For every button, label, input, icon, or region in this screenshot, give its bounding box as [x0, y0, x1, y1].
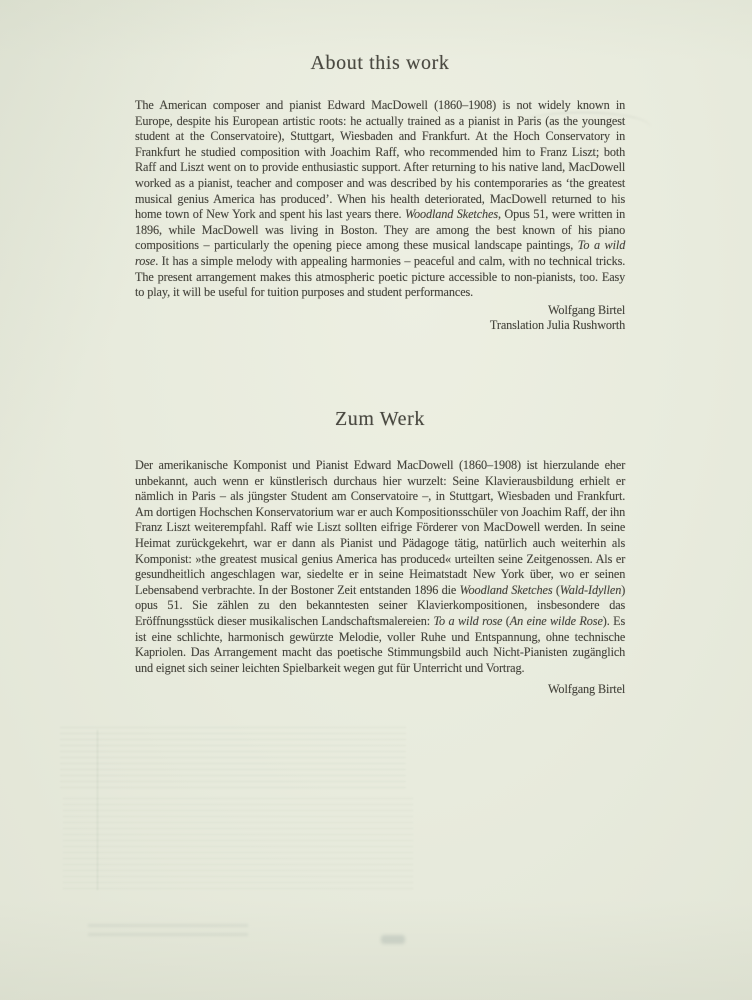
author-signature-german: Wolfgang Birtel: [547, 682, 626, 697]
section-english: [135, 98, 625, 334]
translation-credit: Translation Julia Rushworth: [489, 318, 626, 333]
section-german: [135, 458, 625, 698]
page-showthrough-smudge: [381, 935, 405, 944]
paragraph-english: The American composer and pianist Edward MacDowell (1860–1908) is not widely known in Europe, despite his European artistic roots: he actually trained as a pianist in Paris (as the youngest student at the Conservatoire), Stuttgart, Wiesbaden and Frankfurt. At the Hoch Conservatory in Frankfurt he studied composition with Joachim Raff, who recommended him to Franz Liszt; both Raff and Liszt went on to provide enthusiastic support. After returning to his native land, MacDowell worked as a pianist, teacher and composer and was described by his contemporaries as ‘the greatest musical genius America has produced’. When his health deteriorated, MacDowell returned to his home town of New York and spent his last years there. Woodland Sketches, Opus 51, were written in 1896, while MacDowell was living in Boston. They are among the best known of his piano compositions – particularly the opening piece among these musical landscape paintings, To a wild rose. It has a simple melody with appealing harmonies – peaceful and calm, with no technical tricks. The present arrangement makes this atmospheric poetic picture accessible to non-pianists, too. Easy to play, it will be useful for tuition purposes and student performances.: [135, 98, 626, 300]
page-showthrough-staves-lower: [63, 798, 413, 894]
page-showthrough-text: [88, 924, 248, 940]
section-title-german: Zum Werk: [334, 408, 426, 430]
paragraph-german: Der amerikanische Komponist und Pianist Edward MacDowell (1860–1908) ist hierzulande eher unbekannt, auch wenn er künstlerisch durchaus hier wurzelt: Seine Klavierausbildung erhielt er nämlich in Paris – als jüngster Student am Conservatoire –, in Stuttgart, Wiesbaden und Frankfurt. Am dortigen Hochschen Konservatorium war er auch Kompositionsschüler von Joachim Raff, der ihn Franz Liszt weiterempfahl. Raff wie Liszt sollten eifrige Förderer von MacDowell werden. In seine Heimat zurückgekehrt, war er dann als Pianist und Pädagoge tätig, natürlich auch weiterhin als Komponist: »the greatest musical genius America has produced« urteilten seine Zeitgenossen. Als er gesundheitlich angeschlagen war, siedelte er in seine Heimatstadt New York über, wo er seinen Lebensabend verbrachte. In der Bostoner Zeit entstanden 1896 die Woodland Sketches (Wald-Idyllen) opus 51. Sie zählen zu den bekanntesten seiner Klavierkompositionen, insbesondere das Eröffnungsstück dieser musikalischen Landschaftsmalereien: To a wild rose (An eine wilde Rose). Es ist eine schlichte, harmonisch gewürzte Melodie, voller Ruhe und Entspannung, ohne technische Kapriolen. Das Arrangement macht das poetische Stimmungsbild auch Nicht-Pianisten zugänglich und eignet sich seiner leichten Spielbarkeit wegen gut für Unterricht und Vortrag.: [135, 458, 626, 675]
author-signature-english: Wolfgang Birtel: [547, 302, 626, 317]
page-showthrough-staves-upper: [60, 727, 406, 791]
section-title-english: About this work: [310, 52, 450, 74]
page-showthrough-barline: [97, 730, 98, 890]
